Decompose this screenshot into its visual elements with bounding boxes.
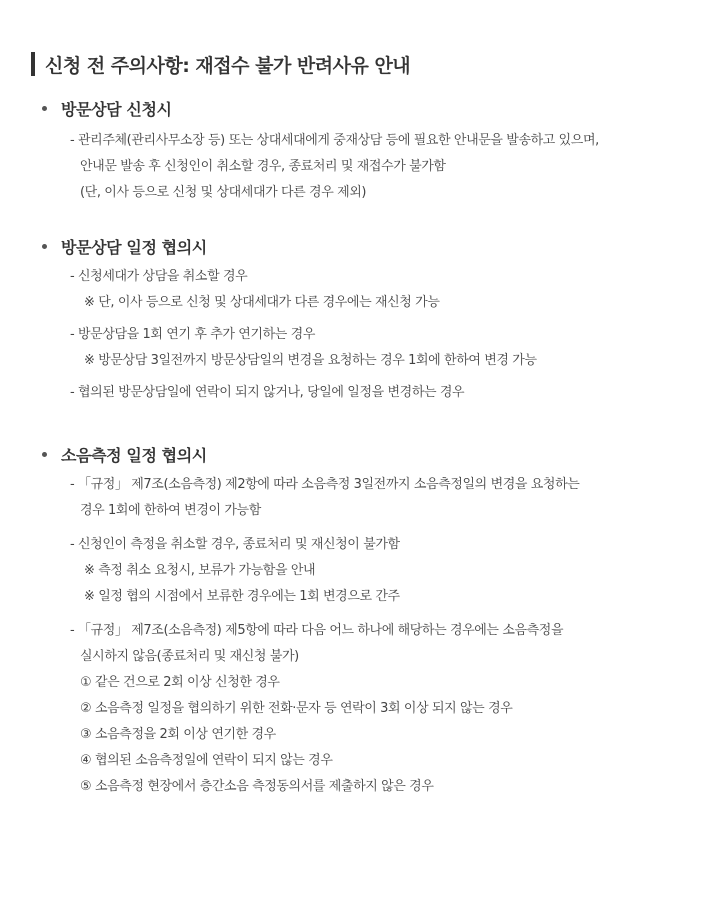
page-title: 신청 전 주의사항: 재접수 불가 반려사유 안내 (45, 54, 411, 77)
section-title: 방문상담 일정 협의시 (61, 237, 207, 257)
item-line: - 방문상담을 1회 연기 후 추가 연기하는 경우 (70, 327, 315, 342)
item-line: - 관리주체(관리사무소장 등) 또는 상대세대에게 중재상담 등에 필요한 안내문을 발송하고 있으며, (70, 133, 599, 148)
numbered-condition: ③ 소음측정을 2회 이상 연기한 경우 (80, 727, 276, 742)
page-title-bar (31, 51, 410, 77)
section-title: 소음측정 일정 협의시 (61, 445, 207, 465)
list-item (40, 472, 700, 524)
item-line: - 신청세대가 상담을 취소할 경우 (70, 269, 248, 284)
section-title: 방문상담 신청시 (61, 99, 172, 119)
bullet-icon (42, 244, 47, 249)
item-line: - 「규정」 제7조(소음측정) 제5항에 따라 다음 어느 하나에 해당하는 경우에는 소음측정을 (70, 623, 564, 638)
section-header (40, 96, 700, 120)
item-line: - 신청인이 측정을 취소할 경우, 종료처리 및 재신청이 불가함 (70, 537, 400, 552)
item-note: ※ 측정 취소 요청시, 보류가 가능함을 안내 (84, 563, 316, 578)
item-line: 실시하지 않음(종료처리 및 재신청 불가) (80, 649, 299, 664)
numbered-condition: ④ 협의된 소음측정일에 연락이 되지 않는 경우 (80, 753, 333, 768)
item-note: ※ 일정 협의 시점에서 보류한 경우에는 1회 변경으로 간주 (84, 589, 400, 604)
numbered-condition: ⑤ 소음측정 현장에서 층간소음 측정동의서를 제출하지 않은 경우 (80, 779, 434, 794)
title-marker (31, 52, 35, 76)
list-item (40, 618, 700, 800)
item-note: ※ 단, 이사 등으로 신청 및 상대세대가 다른 경우에는 재신청 가능 (84, 295, 440, 310)
list-item (40, 380, 700, 406)
bullet-icon (42, 106, 47, 111)
bullet-icon (42, 452, 47, 457)
section-visit-schedule (40, 234, 700, 406)
list-item (40, 128, 700, 206)
numbered-condition: ① 같은 건으로 2회 이상 신청한 경우 (80, 675, 280, 690)
list-item (40, 532, 700, 610)
item-note: ※ 방문상담 3일전까지 방문상담일의 변경을 요청하는 경우 1회에 한하여 변경 가능 (84, 353, 537, 368)
item-line: 경우 1회에 한하여 변경이 가능함 (80, 503, 261, 518)
numbered-condition: ② 소음측정 일정을 협의하기 위한 전화·문자 등 연락이 3회 이상 되지 않는 경우 (80, 701, 513, 716)
section-noise-schedule (40, 442, 700, 800)
item-line: 안내문 발송 후 신청인이 취소할 경우, 종료처리 및 재접수가 불가함 (80, 159, 446, 174)
item-line: (단, 이사 등으로 신청 및 상대세대가 다른 경우 제외) (80, 185, 367, 200)
section-header (40, 234, 700, 258)
item-line: - 「규정」 제7조(소음측정) 제2항에 따라 소음측정 3일전까지 소음측정일의 변경을 요청하는 (70, 477, 580, 492)
list-item (40, 264, 700, 316)
section-header (40, 442, 700, 466)
item-line: - 협의된 방문상담일에 연락이 되지 않거나, 당일에 일정을 변경하는 경우 (70, 385, 465, 400)
list-item (40, 322, 700, 374)
section-visit-application (40, 96, 700, 206)
